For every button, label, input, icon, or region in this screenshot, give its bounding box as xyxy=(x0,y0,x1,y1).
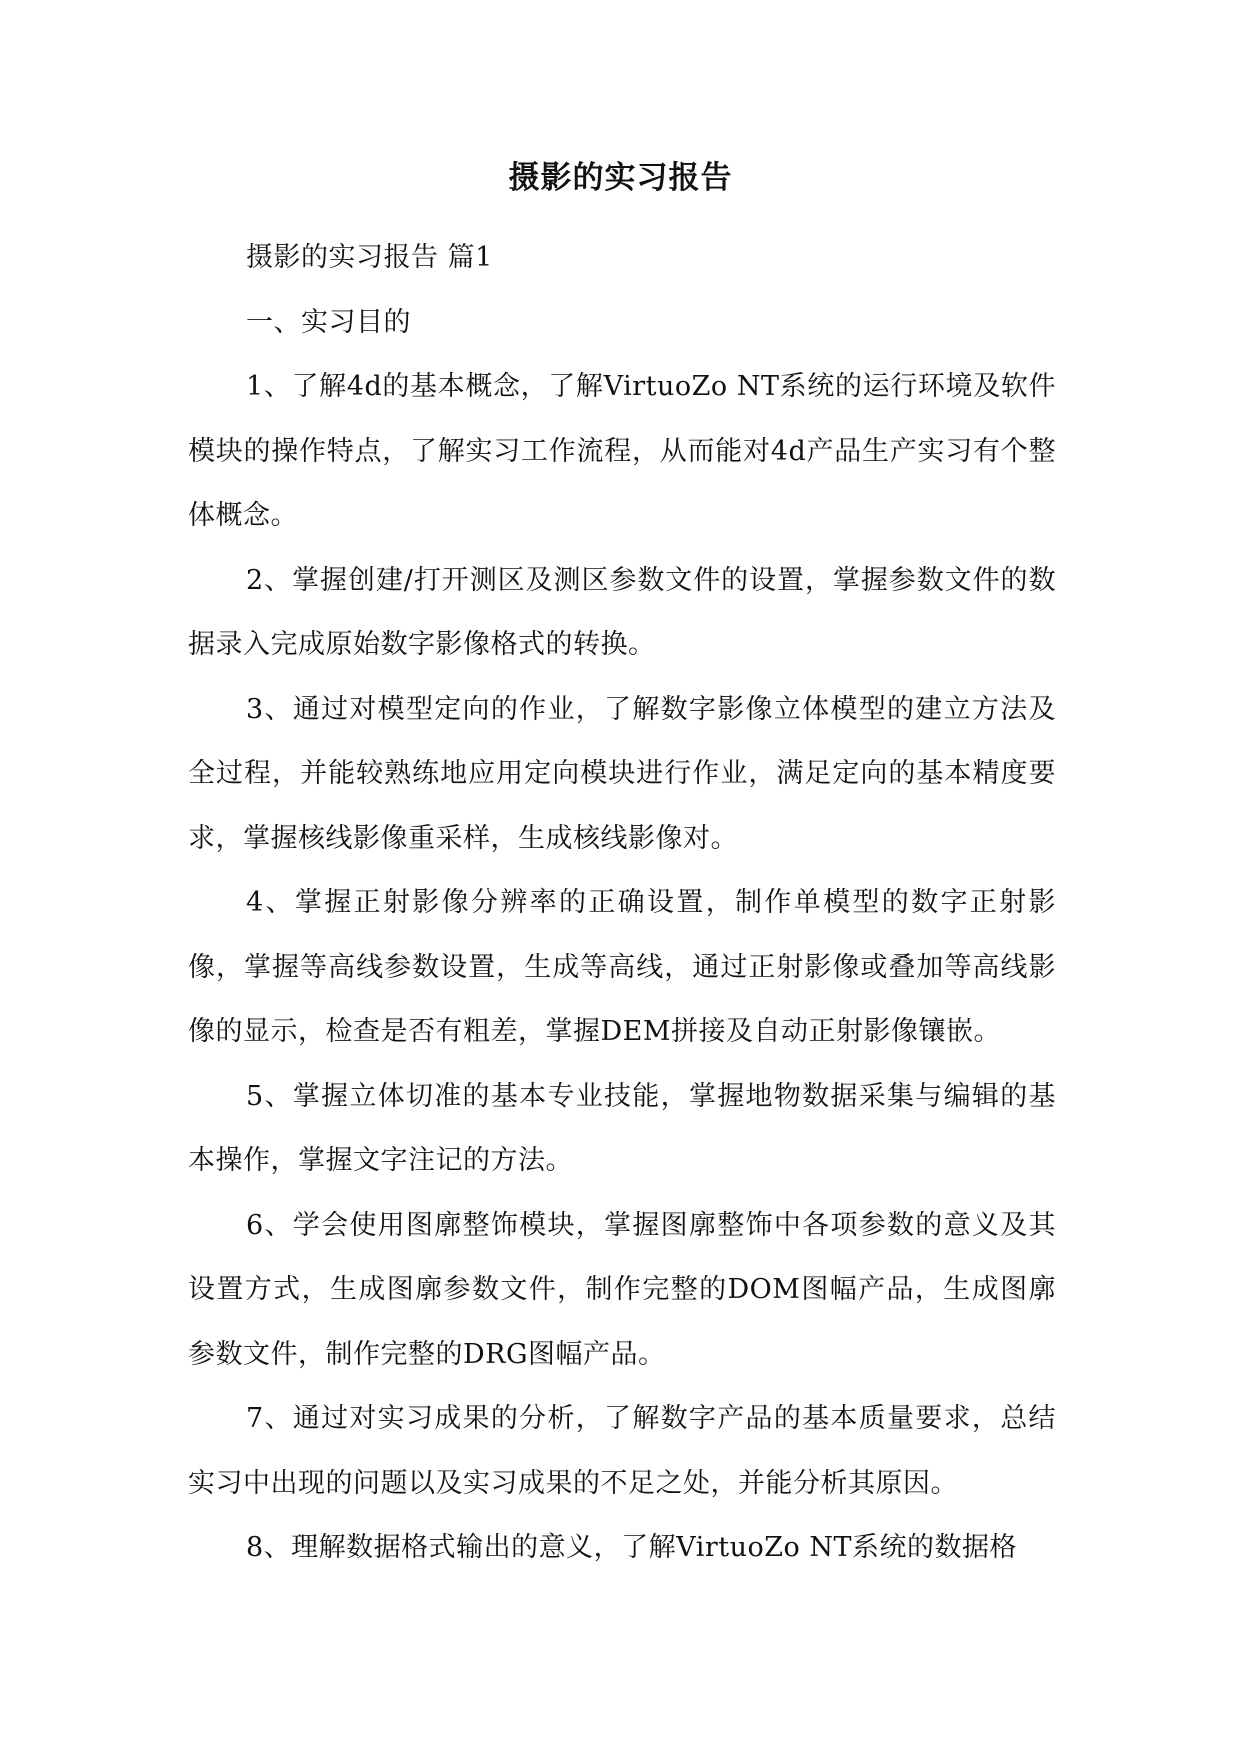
subsection-heading: 一、实习目的 xyxy=(246,306,411,338)
paragraph: 5、掌握立体切准的基本专业技能，掌握地物数据采集与编辑的基本操作，掌握文字注记的方法。 xyxy=(188,1080,1056,1176)
paragraph: 1、了解4d的基本概念，了解VirtuoZo NT系统的运行环境及软件模块的操作特点，了解实习工作流程，从而能对4d产品生产实习有个整体概念。 xyxy=(188,371,1056,531)
document-body xyxy=(188,226,1056,1581)
paragraph: 4、掌握正射影像分辨率的正确设置，制作单模型的数字正射影像，掌握等高线参数设置，生成等高线，通过正射影像或叠加等高线影像的显示，检查是否有粗差，掌握DEM拼接及自动正射影像镶嵌。 xyxy=(188,887,1056,1047)
paragraph: 2、掌握创建/打开测区及测区参数文件的设置，掌握参数文件的数据录入完成原始数字影像格式的转换。 xyxy=(188,564,1056,660)
document-title: 摄影的实习报告 xyxy=(508,160,733,196)
paragraph: 7、通过对实习成果的分析，了解数字产品的基本质量要求，总结实习中出现的问题以及实习成果的不足之处，并能分析其原因。 xyxy=(188,1403,1056,1499)
paragraph: 8、理解数据格式输出的意义，了解VirtuoZo NT系统的数据格 xyxy=(246,1532,1017,1563)
section-heading: 摄影的实习报告 篇1 xyxy=(246,242,493,273)
paragraph: 3、通过对模型定向的作业，了解数字影像立体模型的建立方法及全过程，并能较熟练地应用定向模块进行作业，满足定向的基本精度要求，掌握核线影像重采样，生成核线影像对。 xyxy=(188,693,1056,854)
paragraph: 6、学会使用图廓整饰模块，掌握图廓整饰中各项参数的意义及其设置方式，生成图廓参数文件，制作完整的DOM图幅产品，生成图廓参数文件，制作完整的DRG图幅产品。 xyxy=(188,1209,1056,1370)
